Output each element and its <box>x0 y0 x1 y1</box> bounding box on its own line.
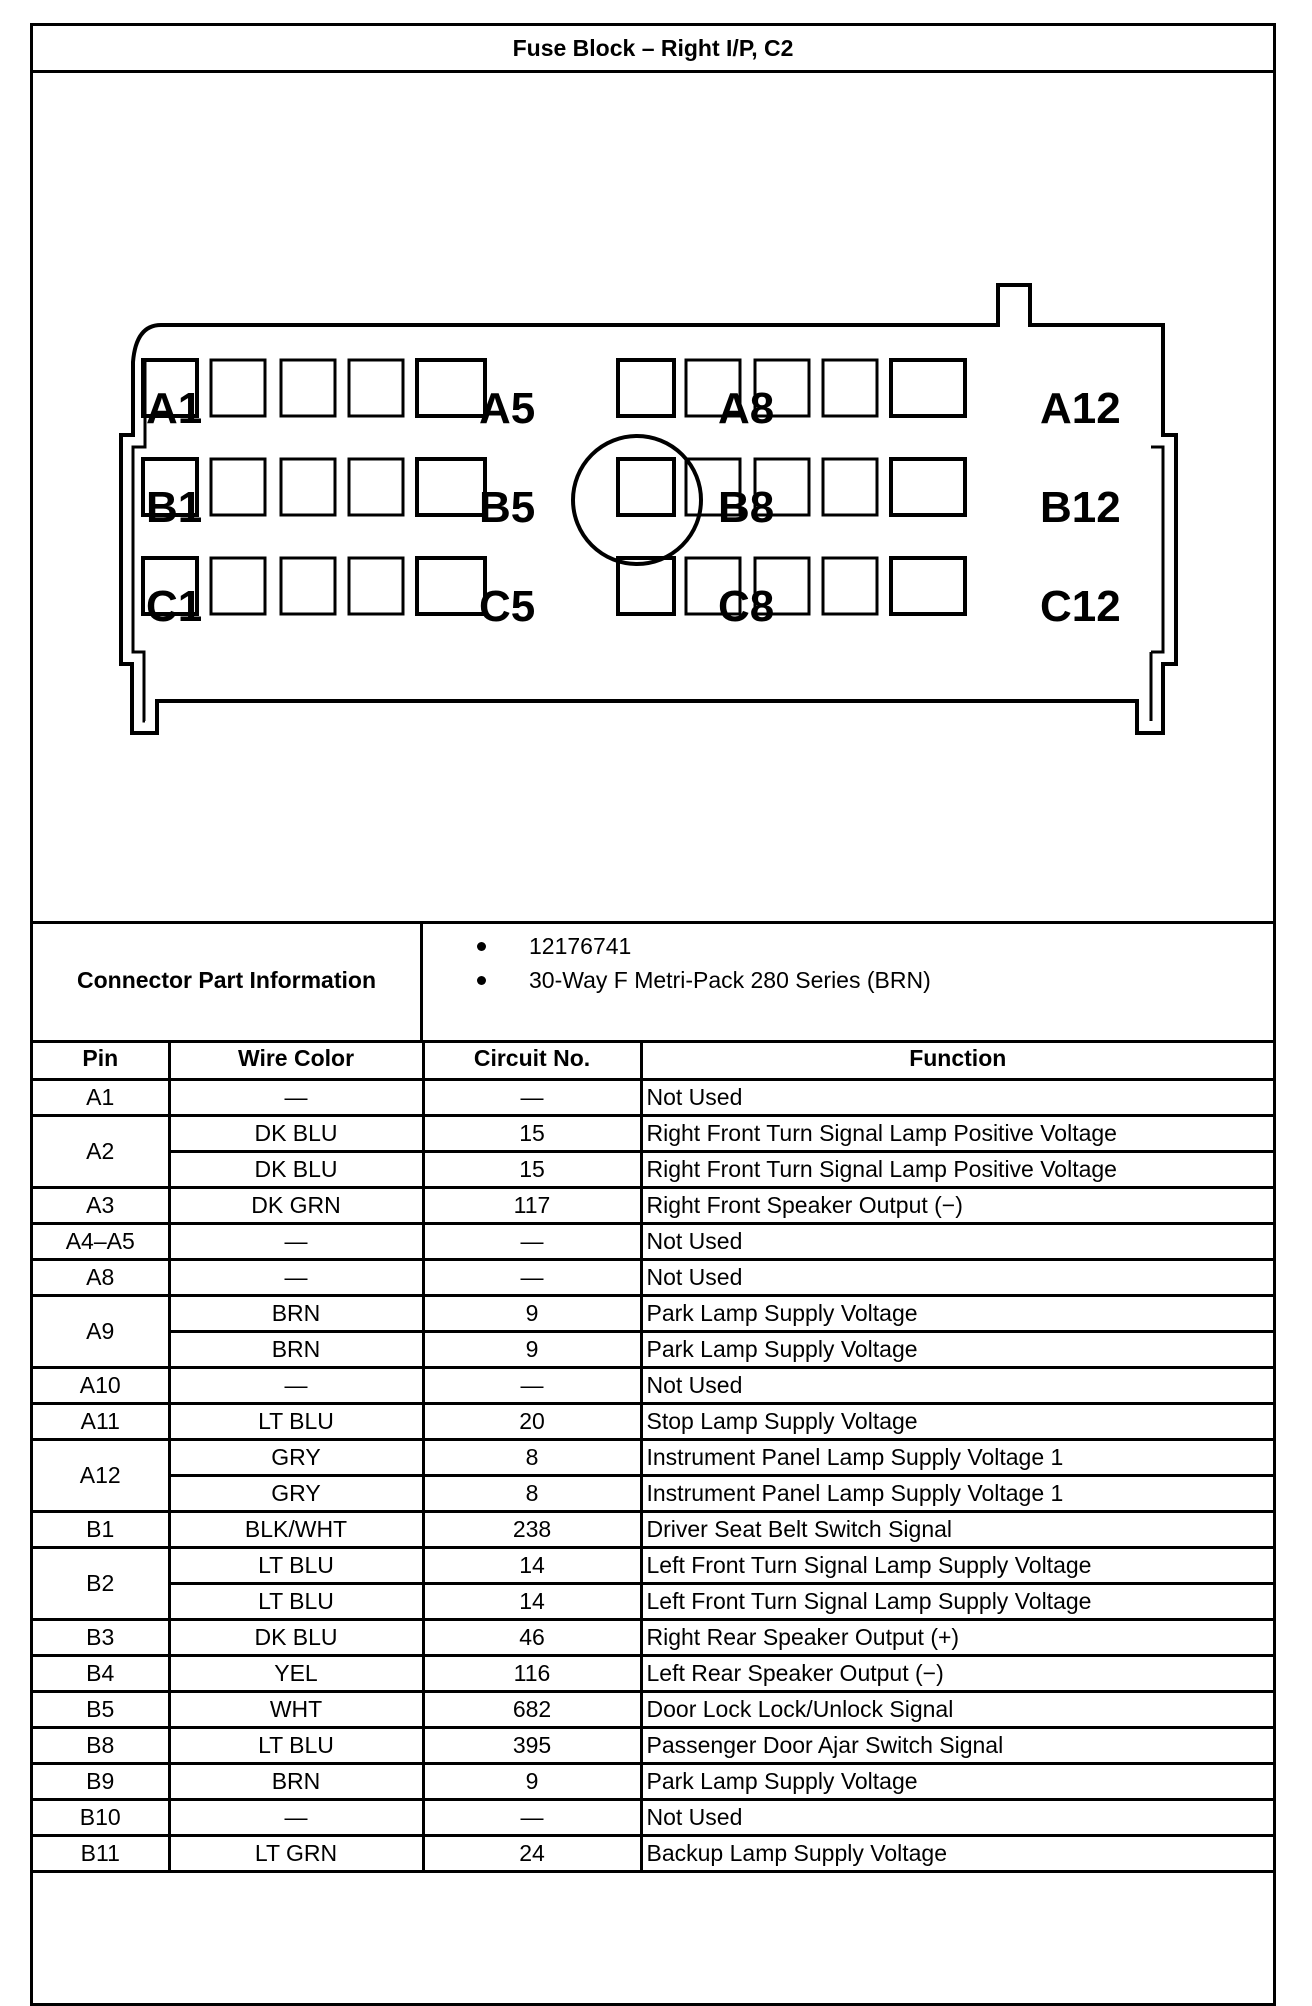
table-row <box>33 1547 1273 1583</box>
table-row <box>33 1799 1273 1835</box>
connector-cavity <box>618 558 674 614</box>
cavity-label-c8: C8 <box>718 582 775 631</box>
cell-wire-color: BRN <box>169 1295 423 1331</box>
cell-circuit-no: 24 <box>423 1835 641 1871</box>
cell-wire-color: — <box>169 1223 423 1259</box>
cell-circuit-no: — <box>423 1223 641 1259</box>
cell-function: Right Front Speaker Output (−) <box>641 1187 1273 1223</box>
cell-function: Right Front Turn Signal Lamp Positive Voltage <box>641 1151 1273 1187</box>
table-row <box>33 1439 1273 1475</box>
cell-function: Instrument Panel Lamp Supply Voltage 1 <box>641 1439 1273 1475</box>
column-header-pin: Pin <box>33 1040 169 1079</box>
cell-wire-color: WHT <box>169 1691 423 1727</box>
table-row <box>33 1223 1273 1259</box>
cell-pin: B3 <box>33 1619 169 1655</box>
connector-cavity <box>417 459 485 515</box>
cell-function: Passenger Door Ajar Switch Signal <box>641 1727 1273 1763</box>
cell-wire-color: — <box>169 1799 423 1835</box>
cell-pin: B11 <box>33 1835 169 1871</box>
connector-cavity <box>281 360 335 416</box>
cell-wire-color: LT BLU <box>169 1547 423 1583</box>
cell-circuit-no: 15 <box>423 1151 641 1187</box>
cell-pin: B5 <box>33 1691 169 1727</box>
cell-function: Backup Lamp Supply Voltage <box>641 1835 1273 1871</box>
connector-cavity <box>211 360 265 416</box>
cell-circuit-no: 9 <box>423 1331 641 1367</box>
table-row <box>33 1331 1273 1367</box>
cell-function: Not Used <box>641 1259 1273 1295</box>
cell-pin: B10 <box>33 1799 169 1835</box>
bullet-icon <box>477 976 486 985</box>
column-header-circuit-no: Circuit No. <box>423 1040 641 1079</box>
cell-circuit-no: 8 <box>423 1475 641 1511</box>
cell-wire-color: DK BLU <box>169 1619 423 1655</box>
connector-center-hole <box>573 436 701 564</box>
cell-circuit-no: 20 <box>423 1403 641 1439</box>
column-header-wire-color: Wire Color <box>169 1040 423 1079</box>
cell-function: Stop Lamp Supply Voltage <box>641 1403 1273 1439</box>
bullet-icon <box>477 942 486 951</box>
connector-cavity <box>891 360 965 416</box>
cell-circuit-no: 682 <box>423 1691 641 1727</box>
connector-cavity <box>211 558 265 614</box>
page-title: Fuse Block – Right I/P, C2 <box>33 26 1273 73</box>
connector-cavity <box>823 360 877 416</box>
cell-function: Not Used <box>641 1799 1273 1835</box>
table-header-row <box>33 1040 1273 1079</box>
cell-pin: A10 <box>33 1367 169 1403</box>
cell-wire-color: — <box>169 1259 423 1295</box>
cavity-label-c12: C12 <box>1040 582 1121 631</box>
table-row <box>33 1079 1273 1115</box>
connector-cavity <box>823 558 877 614</box>
cavity-label-b5: B5 <box>479 483 536 532</box>
cell-circuit-no: 395 <box>423 1727 641 1763</box>
table-row <box>33 1763 1273 1799</box>
cell-circuit-no: — <box>423 1367 641 1403</box>
cell-function: Door Lock Lock/Unlock Signal <box>641 1691 1273 1727</box>
table-row <box>33 1367 1273 1403</box>
cell-pin: B8 <box>33 1727 169 1763</box>
cell-wire-color: — <box>169 1367 423 1403</box>
cell-wire-color: — <box>169 1079 423 1115</box>
connector-info-label: Connector Part Information <box>33 921 423 1040</box>
cell-function: Not Used <box>641 1367 1273 1403</box>
connector-housing <box>121 285 1176 733</box>
cell-wire-color: GRY <box>169 1475 423 1511</box>
document-sheet <box>30 23 1276 2006</box>
connector-cavity <box>417 360 485 416</box>
connector-info-list <box>423 929 931 997</box>
cell-pin: A2 <box>33 1115 169 1187</box>
cell-pin: A11 <box>33 1403 169 1439</box>
cell-pin: B2 <box>33 1547 169 1619</box>
table-row <box>33 1115 1273 1151</box>
cell-wire-color: BRN <box>169 1331 423 1367</box>
table-row <box>33 1295 1273 1331</box>
connector-cavity <box>891 558 965 614</box>
cell-wire-color: BLK/WHT <box>169 1511 423 1547</box>
connector-cavity <box>281 459 335 515</box>
table-row <box>33 1259 1273 1295</box>
table-row <box>33 1511 1273 1547</box>
cell-function: Not Used <box>641 1223 1273 1259</box>
cell-function: Right Front Turn Signal Lamp Positive Voltage <box>641 1115 1273 1151</box>
cell-circuit-no: — <box>423 1799 641 1835</box>
column-header-function: Function <box>641 1040 1273 1079</box>
cell-pin: B9 <box>33 1763 169 1799</box>
cell-circuit-no: — <box>423 1259 641 1295</box>
table-row <box>33 1583 1273 1619</box>
cavity-label-a5: A5 <box>479 384 536 433</box>
cell-function: Left Front Turn Signal Lamp Supply Voltage <box>641 1583 1273 1619</box>
cavity-label-a12: A12 <box>1040 384 1121 433</box>
pin-table <box>33 1040 1273 1873</box>
table-row <box>33 1835 1273 1871</box>
connector-diagram <box>33 73 1273 924</box>
cell-wire-color: DK GRN <box>169 1187 423 1223</box>
cell-circuit-no: 8 <box>423 1439 641 1475</box>
cell-circuit-no: 14 <box>423 1583 641 1619</box>
cell-pin: B4 <box>33 1655 169 1691</box>
table-row <box>33 1727 1273 1763</box>
connector-face-drawing <box>33 73 1273 921</box>
cell-pin: A12 <box>33 1439 169 1511</box>
cavity-label-a1: A1 <box>146 384 203 433</box>
cell-function: Park Lamp Supply Voltage <box>641 1295 1273 1331</box>
table-row <box>33 1187 1273 1223</box>
cell-function: Not Used <box>641 1079 1273 1115</box>
cell-function: Instrument Panel Lamp Supply Voltage 1 <box>641 1475 1273 1511</box>
cell-function: Park Lamp Supply Voltage <box>641 1331 1273 1367</box>
cell-circuit-no: 238 <box>423 1511 641 1547</box>
cell-function: Right Rear Speaker Output (+) <box>641 1619 1273 1655</box>
cell-pin: A9 <box>33 1295 169 1367</box>
cell-function: Park Lamp Supply Voltage <box>641 1763 1273 1799</box>
connector-cavity <box>417 558 485 614</box>
cell-wire-color: BRN <box>169 1763 423 1799</box>
cell-pin: A8 <box>33 1259 169 1295</box>
cell-circuit-no: 14 <box>423 1547 641 1583</box>
cell-circuit-no: 9 <box>423 1763 641 1799</box>
cell-circuit-no: 117 <box>423 1187 641 1223</box>
cavity-label-c5: C5 <box>479 582 536 631</box>
connector-cavity <box>349 459 403 515</box>
cell-function: Left Front Turn Signal Lamp Supply Voltage <box>641 1547 1273 1583</box>
cell-pin: A4–A5 <box>33 1223 169 1259</box>
table-row <box>33 1655 1273 1691</box>
cell-wire-color: GRY <box>169 1439 423 1475</box>
cavity-label-b8: B8 <box>718 483 775 532</box>
cavity-label-b1: B1 <box>146 483 203 532</box>
cavity-label-a8: A8 <box>718 384 775 433</box>
connector-cavity <box>823 459 877 515</box>
cell-wire-color: LT GRN <box>169 1835 423 1871</box>
connector-cavity <box>211 459 265 515</box>
cell-wire-color: DK BLU <box>169 1151 423 1187</box>
table-row <box>33 1619 1273 1655</box>
cell-wire-color: YEL <box>169 1655 423 1691</box>
connector-cavity <box>349 360 403 416</box>
cell-function: Driver Seat Belt Switch Signal <box>641 1511 1273 1547</box>
cell-circuit-no: 46 <box>423 1619 641 1655</box>
table-row <box>33 1403 1273 1439</box>
cell-circuit-no: 9 <box>423 1295 641 1331</box>
connector-cavity <box>349 558 403 614</box>
connector-part-information <box>33 921 1273 1043</box>
table-row <box>33 1151 1273 1187</box>
cell-circuit-no: 116 <box>423 1655 641 1691</box>
cell-pin: A1 <box>33 1079 169 1115</box>
connector-cavity <box>281 558 335 614</box>
connector-cavity <box>891 459 965 515</box>
cell-wire-color: LT BLU <box>169 1403 423 1439</box>
cavity-label-c1: C1 <box>146 582 203 631</box>
cavity-label-b12: B12 <box>1040 483 1121 532</box>
connector-info-item: 30-Way F Metri-Pack 280 Series (BRN) <box>423 963 931 997</box>
cell-wire-color: LT BLU <box>169 1583 423 1619</box>
cell-pin: A3 <box>33 1187 169 1223</box>
table-row <box>33 1475 1273 1511</box>
table-row <box>33 1691 1273 1727</box>
cell-wire-color: DK BLU <box>169 1115 423 1151</box>
cell-pin: B1 <box>33 1511 169 1547</box>
connector-cavity <box>618 360 674 416</box>
cell-circuit-no: — <box>423 1079 641 1115</box>
cell-function: Left Rear Speaker Output (−) <box>641 1655 1273 1691</box>
cell-circuit-no: 15 <box>423 1115 641 1151</box>
connector-info-item: 12176741 <box>423 929 931 963</box>
connector-cavity <box>618 459 674 515</box>
cell-wire-color: LT BLU <box>169 1727 423 1763</box>
